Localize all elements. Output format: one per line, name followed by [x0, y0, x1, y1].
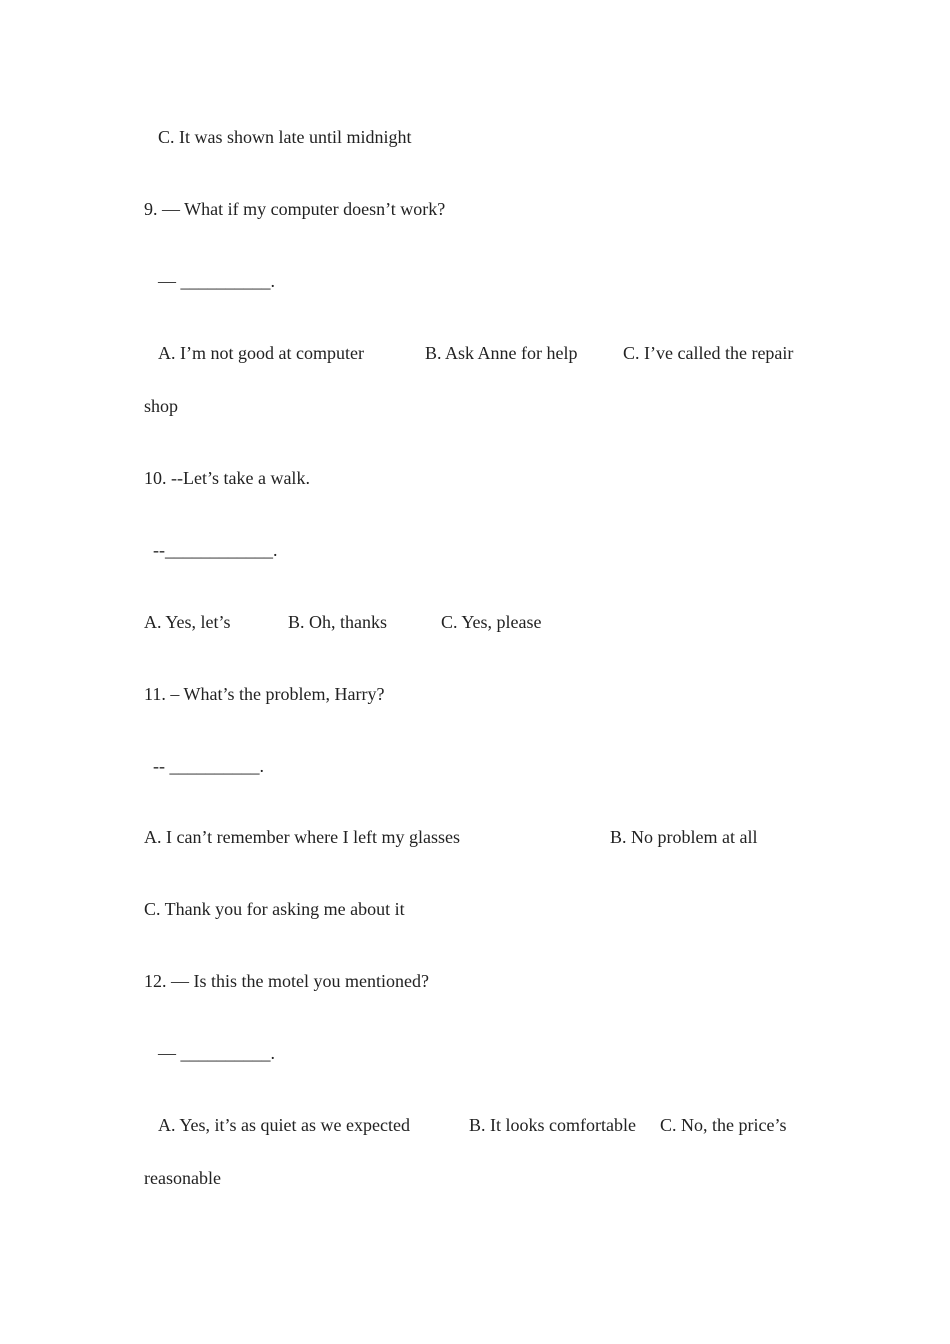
- q12-option-a: A. Yes, it’s as quiet as we expected: [158, 1115, 410, 1135]
- q11-question: 11. – What’s the problem, Harry?: [144, 684, 385, 704]
- q9-question: 9. — What if my computer doesn’t work?: [144, 199, 446, 219]
- q12-option-c-continued: reasonable: [144, 1168, 221, 1188]
- q10-option-b: B. Oh, thanks: [288, 612, 387, 632]
- q9-option-c-continued: shop: [144, 396, 179, 416]
- q9-option-c: C. I’ve called the repair: [623, 343, 794, 363]
- q11-option-a: A. I can’t remember where I left my glasses: [144, 827, 461, 847]
- q10-answer-blank: --____________.: [153, 540, 278, 560]
- q12-option-c: C. No, the price’s: [660, 1115, 787, 1135]
- q8-option-c: C. It was shown late until midnight: [158, 127, 412, 147]
- q11-option-c: C. Thank you for asking me about it: [144, 899, 405, 919]
- q9-option-a: A. I’m not good at computer: [158, 343, 364, 363]
- q9-option-b: B. Ask Anne for help: [425, 343, 578, 363]
- q11-option-b: B. No problem at all: [610, 827, 758, 847]
- q12-option-b: B. It looks comfortable: [469, 1115, 636, 1135]
- q12-answer-blank: — __________.: [158, 1043, 275, 1063]
- q11-answer-blank: -- __________.: [153, 756, 264, 776]
- q10-question: 10. --Let’s take a walk.: [144, 468, 310, 488]
- q10-option-c: C. Yes, please: [441, 612, 542, 632]
- q9-answer-blank: — __________.: [158, 271, 275, 291]
- q12-question: 12. — Is this the motel you mentioned?: [144, 971, 429, 991]
- q10-option-a: A. Yes, let’s: [144, 612, 231, 632]
